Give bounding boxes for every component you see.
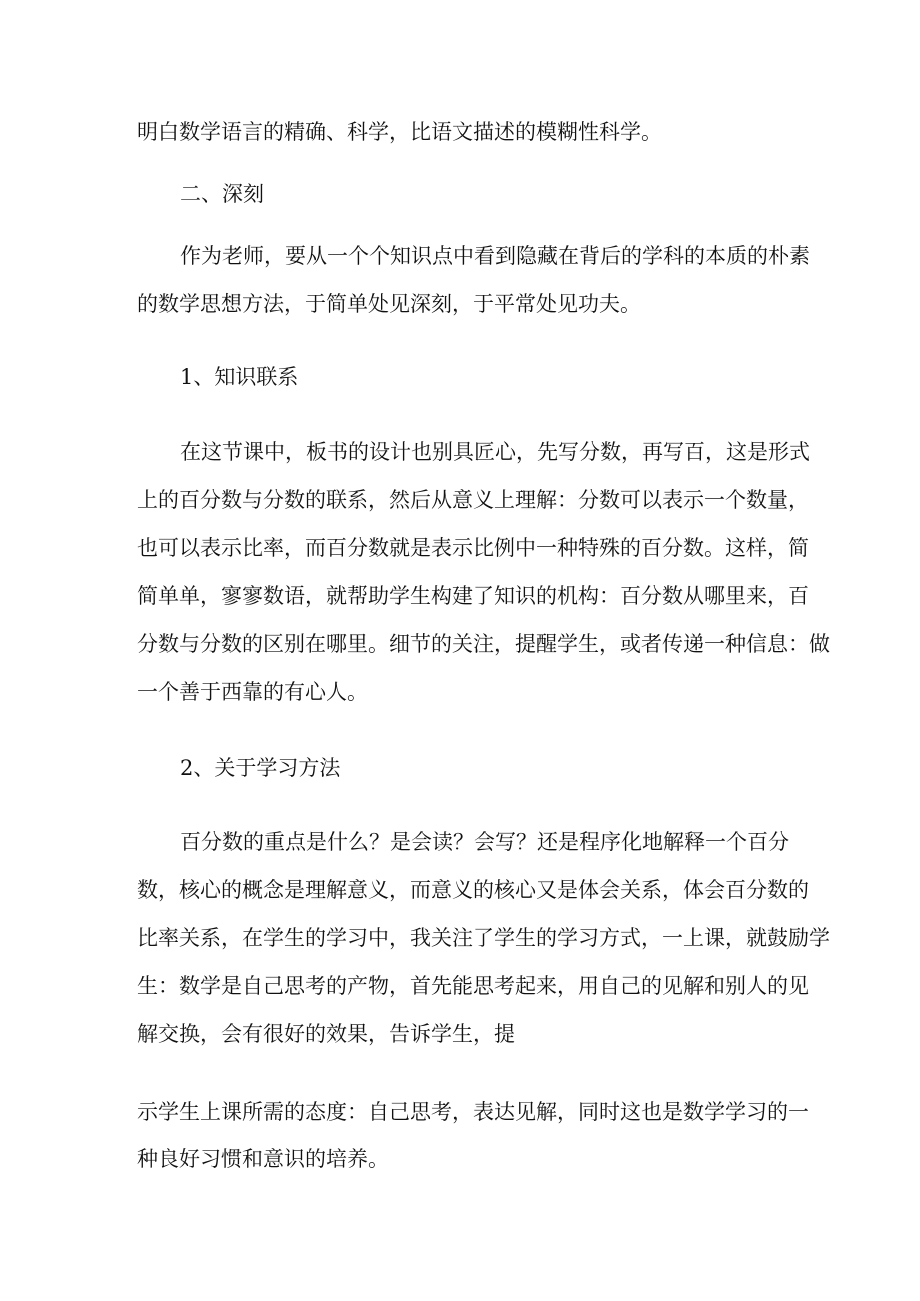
paragraph-line: 简单单，寥寥数语，就帮助学生构建了知识的机构：百分数从哪里来，百 [137,584,809,608]
paragraph-line: 明白数学语言的精确、科学，比语文描述的模糊性科学。 [137,120,662,144]
paragraph-line: 种良好习惯和意识的培养。 [137,1147,389,1171]
paragraph-line: 的数学思想方法，于简单处见深刻，于平常处见功夫。 [137,292,641,316]
paragraph-line: 上的百分数与分数的联系，然后从意义上理解：分数可以表示一个数量， [137,488,809,512]
section-heading: 二、深刻 [180,182,264,206]
paragraph-line: 数，核心的概念是理解意义，而意义的核心又是体会关系，体会百分数的 [137,878,809,902]
paragraph-line: 也可以表示比率，而百分数就是表示比例中一种特殊的百分数。这样，简 [137,536,809,560]
paragraph-line: 一个善于西靠的有心人。 [137,680,368,704]
paragraph-line: 比率关系，在学生的学习中，我关注了学生的学习方式，一上课，就鼓励学 [137,926,830,950]
paragraph-line: 分数与分数的区别在哪里。细节的关注，提醒学生，或者传递一种信息：做 [137,632,830,656]
paragraph-line: 示学生上课所需的态度：自己思考，表达见解，同时这也是数学学习的一 [137,1100,809,1124]
paragraph-line: 在这节课中，板书的设计也别具匠心，先写分数，再写百，这是形式 [180,440,810,464]
paragraph-line: 作为老师，要从一个个知识点中看到隐藏在背后的学科的本质的朴素 [180,244,810,268]
paragraph-line: 生：数学是自己思考的产物，首先能思考起来，用自己的见解和别人的见 [137,974,809,998]
paragraph-line: 解交换，会有很好的效果，告诉学生，提 [137,1022,515,1046]
subsection-heading: 1、知识联系 [180,365,299,389]
paragraph-line: 百分数的重点是什么？是会读？会写？还是程序化地解释一个百分 [180,830,789,854]
subsection-heading: 2、关于学习方法 [180,756,341,780]
